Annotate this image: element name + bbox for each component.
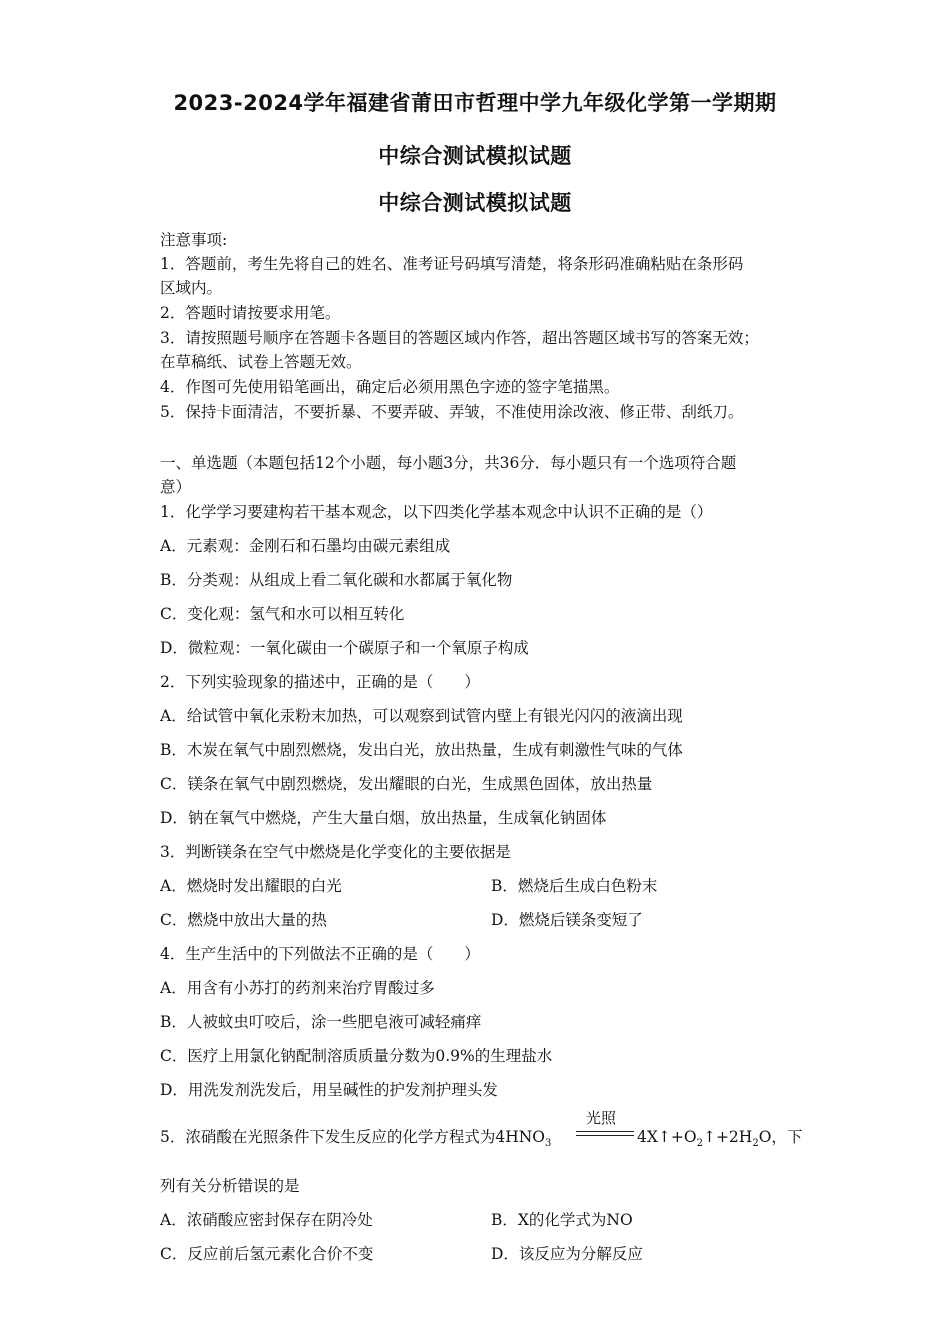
reaction-condition: 光照 xyxy=(586,1109,617,1127)
question-4-option-c: C．医疗上用氯化钠配制溶质质量分数为0.9%的生理盐水 xyxy=(160,1047,553,1065)
section-heading-cont: 意） xyxy=(160,478,192,496)
equation-subscript: 2 xyxy=(696,1138,703,1150)
question-2-option-a: A．给试管中氧化汞粉末加热，可以观察到试管内壁上有银光闪闪的液滴出现 xyxy=(160,707,683,725)
question-1-stem: 1．化学学习要建构若干基本观念，以下四类化学基本观念中认识不正确的是（） xyxy=(160,503,713,521)
question-2-option-c: C．镁条在氧气中剧烈燃烧，发出耀眼的白光，生成黑色固体，放出热量 xyxy=(160,775,653,793)
notice-item: 在草稿纸、试卷上答题无效。 xyxy=(160,353,362,371)
question-2-option-b: B．木炭在氧气中剧烈燃烧，发出白光，放出热量，生成有刺激性气味的气体 xyxy=(160,741,683,759)
notice-item: 2．答题时请按要求用笔。 xyxy=(160,304,341,322)
question-2-option-d: D．钠在氧气中燃烧，产生大量白烟，放出热量，生成氧化钠固体 xyxy=(160,809,607,827)
notice-heading: 注意事项: xyxy=(160,231,228,249)
question-5-stem xyxy=(160,1125,551,1149)
section-heading: 一、单选题（本题包括12个小题，每小题3分，共36分．每小题只有一个选项符合题 xyxy=(160,454,737,472)
question-3-option-a: A．燃烧时发出耀眼的白光 xyxy=(160,877,342,895)
page-title: 2023-2024学年福建省莆田市哲理中学九年级化学第一学期期 xyxy=(173,91,777,115)
question-5-option-b: B．X的化学式为NO xyxy=(491,1211,633,1229)
notice-item: 5．保持卡面清洁，不要折暴、不要弄破、弄皱，不准使用涂改液、修正带、刮纸刀。 xyxy=(160,403,744,421)
notice-item: 4．作图可先使用铅笔画出，确定后必须用黑色字迹的签字笔描黑。 xyxy=(160,378,620,396)
notice-item: 区域内。 xyxy=(160,279,223,297)
equation-subscript: 2 xyxy=(752,1138,759,1150)
question-3-option-d: D．燃烧后镁条变短了 xyxy=(491,911,643,929)
reaction-equals-sign xyxy=(576,1131,634,1136)
question-5-option-d: D．该反应为分解反应 xyxy=(491,1245,643,1263)
question-1-option-b: B．分类观：从组成上看二氧化碳和水都属于氧化物 xyxy=(160,571,513,589)
equation-products-part2: ↑+2H xyxy=(702,1128,753,1146)
equation-reactant: 5．浓硝酸在光照条件下发生反应的化学方程式为4HNO xyxy=(160,1128,546,1146)
notice-item: 1．答题前，考生先将自己的姓名、准考证号码填写清楚，将条形码准确粘贴在条形码 xyxy=(160,255,744,273)
equation-products-part3: O，下 xyxy=(758,1128,803,1146)
question-3-option-c: C．燃烧中放出大量的热 xyxy=(160,911,327,929)
question-3-stem: 3．判断镁条在空气中燃烧是化学变化的主要依据是 xyxy=(160,843,511,861)
question-5-option-c: C．反应前后氢元素化合价不变 xyxy=(160,1245,374,1263)
question-4-option-b: B．人被蚊虫叮咬后，涂一些肥皂液可减轻痛痒 xyxy=(160,1013,482,1031)
question-4-option-d: D．用洗发剂洗发后，用呈碱性的护发剂护理头发 xyxy=(160,1081,498,1099)
question-5-stem-cont: 列有关分析错误的是 xyxy=(160,1177,300,1195)
notice-item: 3．请按照题号顺序在答题卡各题目的答题区域内作答，超出答题区域书写的答案无效； xyxy=(160,329,759,347)
question-4-stem: 4．生产生活中的下列做法不正确的是（ ） xyxy=(160,945,480,963)
page-title-line3: 中综合测试模拟试题 xyxy=(378,191,572,215)
equation-products xyxy=(637,1125,802,1149)
equation-products-part1: 4X↑+O xyxy=(637,1128,697,1146)
question-5-option-a: A．浓硝酸应密封保存在阴冷处 xyxy=(160,1211,373,1229)
page-title-line2: 中综合测试模拟试题 xyxy=(378,144,572,168)
equation-subscript: 3 xyxy=(545,1138,552,1150)
question-3-option-b: B．燃烧后生成白色粉末 xyxy=(491,877,658,895)
question-1-option-c: C．变化观：氢气和水可以相互转化 xyxy=(160,605,405,623)
question-1-option-a: A．元素观：金刚石和石墨均由碳元素组成 xyxy=(160,537,451,555)
question-1-option-d: D．微粒观：一氧化碳由一个碳原子和一个氧原子构成 xyxy=(160,639,529,657)
question-2-stem: 2．下列实验现象的描述中，正确的是（ ） xyxy=(160,673,480,691)
question-4-option-a: A．用含有小苏打的药剂来治疗胃酸过多 xyxy=(160,979,435,997)
